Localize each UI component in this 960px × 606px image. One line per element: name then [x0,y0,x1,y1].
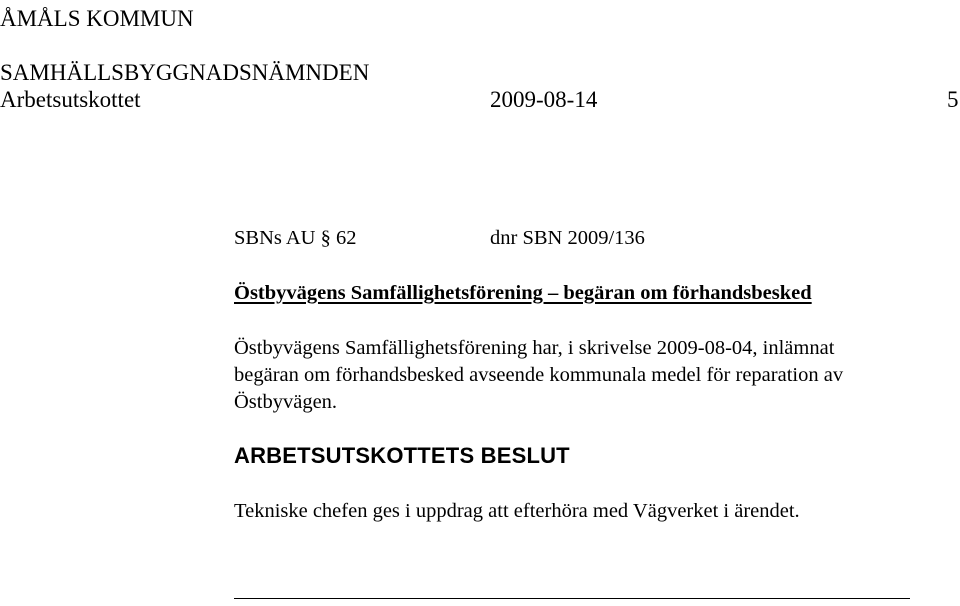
decision-heading: ARBETSUTSKOTTETS BESLUT [234,443,570,468]
decision-text: Tekniske chefen ges i uppdrag att efterhöra med Vägverket i ärendet. [234,500,800,522]
page-number: 5 [947,87,959,112]
case-title: Östbyvägens Samfällighetsförening – begäran om förhandsbesked [234,282,812,304]
diary-number: dnr SBN 2009/136 [490,227,645,249]
body-line: Östbyvägens Samfällighetsförening har, i skrivelse 2009-08-04, inlämnat [234,337,835,359]
meeting-date: 2009-08-14 [490,87,598,112]
paragraph-number: SBNs AU § 62 [234,227,357,249]
municipality-name: ÅMÅLS KOMMUN [0,6,194,31]
board-name: SAMHÄLLSBYGGNADSNÄMNDEN [0,60,370,85]
body-line: begäran om förhandsbesked avseende kommunala medel för reparation av [234,364,844,386]
committee-name: Arbetsutskottet [0,87,141,112]
signature-line [234,598,910,599]
body-line: Östbyvägen. [234,391,338,413]
